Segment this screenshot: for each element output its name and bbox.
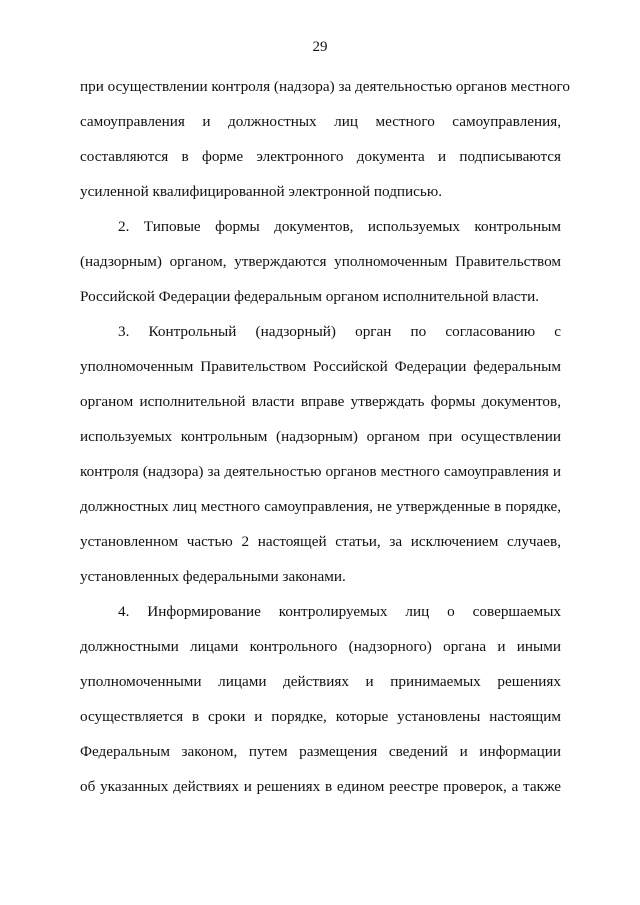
paragraph-3-start: 3. Контрольный (надзорный) орган по согласованию с <box>118 323 561 340</box>
text-line: Федеральным законом, путем размещения сведений и информации <box>80 743 561 760</box>
paragraph-2-start: 2. Типовые формы документов, используемых контрольным <box>118 218 561 235</box>
text-line: установленном частью 2 настоящей статьи, за исключением случаев, <box>80 533 561 550</box>
page-number: 29 <box>312 39 328 55</box>
text-line: составляются в форме электронного документа и подписываются <box>80 148 561 165</box>
text-line: установленных федеральными законами. <box>80 568 346 585</box>
text-line: об указанных действиях и решениях в едином реестре проверок, а также <box>80 778 561 795</box>
text-line: при осуществлении контроля (надзора) за деятельностью органов местного <box>80 78 570 95</box>
text-line: уполномоченными лицами действиях и принимаемых решениях <box>80 673 561 690</box>
text-line: контроля (надзора) за деятельностью органов местного самоуправления и <box>80 463 561 480</box>
text-line: Российской Федерации федеральным органом исполнительной власти. <box>80 288 540 305</box>
text-line: органом исполнительной власти вправе утверждать формы документов, <box>80 393 561 410</box>
text-line: (надзорным) органом, утверждаются уполномоченным Правительством <box>80 253 561 270</box>
text-line: осуществляется в сроки и порядке, которые установлены настоящим <box>80 708 561 725</box>
text-line: используемых контрольным (надзорным) органом при осуществлении <box>80 428 561 445</box>
text-line: самоуправления и должностных лиц местного самоуправления, <box>80 113 561 130</box>
text-line: усиленной квалифицированной электронной подписью. <box>80 183 442 200</box>
text-line: должностных лиц местного самоуправления, не утвержденные в порядке, <box>80 498 561 515</box>
paragraph-4-start: 4. Информирование контролируемых лиц о совершаемых <box>118 603 561 620</box>
text-line: должностными лицами контрольного (надзорного) органа и иными <box>80 638 561 655</box>
text-line: уполномоченным Правительством Российской Федерации федеральным <box>80 358 561 375</box>
